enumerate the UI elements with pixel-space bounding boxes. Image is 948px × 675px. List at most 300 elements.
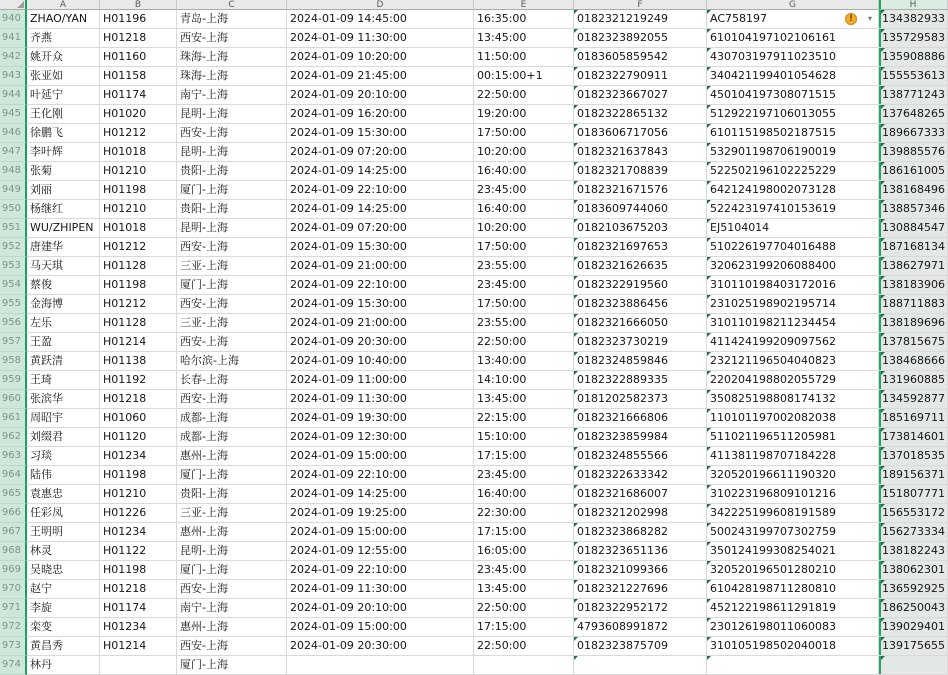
cell-passenger-name[interactable]: 任彩凤 [27,504,100,523]
cell-id-number[interactable]: 610428198711280810 [707,580,879,599]
cell-id-number[interactable]: 231025198902195714 [707,295,879,314]
cell-route[interactable]: 珠海-上海 [177,48,287,67]
cell-passenger-name[interactable]: 林灵 [27,542,100,561]
cell-order-number[interactable]: 0182323875709 [574,637,707,656]
row-number-header[interactable]: 968 [0,542,27,561]
cell-route[interactable]: 南宁-上海 [177,599,287,618]
cell-id-number[interactable]: 512922197106013055 [707,105,879,124]
cell-departure-datetime[interactable]: 2024-01-09 15:00:00 [287,447,474,466]
cell-order-number[interactable]: 0182321686007 [574,485,707,504]
cell-id-number[interactable]: 610115198502187515 [707,124,879,143]
cell-phone-number[interactable]: 173814601 [879,428,948,447]
cell-id-number[interactable]: 310110198211234454 [707,314,879,333]
cell-id-number[interactable]: 310105198502040018 [707,637,879,656]
row-number-header[interactable]: 949 [0,181,27,200]
cell-arrival-time[interactable]: 17:15:00 [474,618,574,637]
cell-passenger-name[interactable]: 刘缀君 [27,428,100,447]
cell-departure-datetime[interactable]: 2024-01-09 19:30:00 [287,409,474,428]
cell-flight-number[interactable]: H01122 [100,542,177,561]
cell-passenger-name[interactable]: 周昭宇 [27,409,100,428]
cell-flight-number[interactable]: H01212 [100,124,177,143]
cell-departure-datetime[interactable]: 2024-01-09 15:30:00 [287,124,474,143]
cell-arrival-time[interactable]: 17:15:00 [474,447,574,466]
cell-route[interactable]: 西安-上海 [177,238,287,257]
cell-route[interactable]: 昆明-上海 [177,219,287,238]
cell-arrival-time[interactable]: 16:05:00 [474,542,574,561]
cell-route[interactable]: 长春-上海 [177,371,287,390]
cell-order-number[interactable]: 4793608991872 [574,618,707,637]
row-number-header[interactable]: 955 [0,295,27,314]
row-number-header[interactable]: 961 [0,409,27,428]
cell-departure-datetime[interactable]: 2024-01-09 07:20:00 [287,143,474,162]
cell-passenger-name[interactable]: WU/ZHIPEN [27,219,100,238]
cell-phone-number[interactable]: 138468666 [879,352,948,371]
cell-departure-datetime[interactable]: 2024-01-09 07:20:00 [287,219,474,238]
cell-id-number[interactable]: 532901198706190019 [707,143,879,162]
cell-phone-number[interactable]: 138182243 [879,542,948,561]
cell-phone-number[interactable]: 137648265 [879,105,948,124]
cell-departure-datetime[interactable]: 2024-01-09 22:10:00 [287,466,474,485]
row-number-header[interactable]: 958 [0,352,27,371]
cell-route[interactable]: 三亚-上海 [177,314,287,333]
cell-order-number[interactable]: 0182323892055 [574,29,707,48]
cell-id-number[interactable]: 230126198011060083 [707,618,879,637]
cell-id-number[interactable]: 310110198403172016 [707,276,879,295]
cell-id-number[interactable]: 110101197002082038 [707,409,879,428]
cell-order-number[interactable]: 0182322633342 [574,466,707,485]
cell-arrival-time[interactable]: 17:15:00 [474,523,574,542]
cell-order-number[interactable]: 0182323651136 [574,542,707,561]
cell-flight-number[interactable]: H01196 [100,10,177,29]
cell-order-number[interactable]: 0182321626635 [574,257,707,276]
cell-flight-number[interactable]: H01158 [100,67,177,86]
cell-departure-datetime[interactable] [287,656,474,675]
cell-flight-number[interactable]: H01210 [100,485,177,504]
cell-phone-number[interactable]: 156273334 [879,523,948,542]
cell-arrival-time[interactable]: 22:50:00 [474,637,574,656]
cell-passenger-name[interactable]: 黄昌秀 [27,637,100,656]
cell-passenger-name[interactable]: 张滨华 [27,390,100,409]
cell-phone-number[interactable]: 138857346 [879,200,948,219]
cell-phone-number[interactable]: 156553172 [879,504,948,523]
cell-departure-datetime[interactable]: 2024-01-09 21:45:00 [287,67,474,86]
cell-departure-datetime[interactable]: 2024-01-09 11:30:00 [287,29,474,48]
cell-route[interactable]: 贵阳-上海 [177,485,287,504]
cell-id-number[interactable]: 342225199608191589 [707,504,879,523]
cell-order-number[interactable]: 0182321099366 [574,561,707,580]
cell-id-number[interactable]: 452122198611291819 [707,599,879,618]
cell-passenger-name[interactable]: 李叶辉 [27,143,100,162]
cell-id-number[interactable]: 642124198002073128 [707,181,879,200]
cell-order-number[interactable]: 0182321666806 [574,409,707,428]
row-number-header[interactable]: 951 [0,219,27,238]
cell-arrival-time[interactable]: 16:40:00 [474,485,574,504]
cell-passenger-name[interactable]: 王盈 [27,333,100,352]
cell-flight-number[interactable]: H01214 [100,333,177,352]
row-number-header[interactable]: 969 [0,561,27,580]
cell-order-number[interactable]: 0182322889335 [574,371,707,390]
cell-arrival-time[interactable]: 16:40:00 [474,162,574,181]
cell-flight-number[interactable]: H01198 [100,181,177,200]
cell-route[interactable]: 惠州-上海 [177,618,287,637]
cell-route[interactable]: 惠州-上海 [177,523,287,542]
cell-arrival-time[interactable]: 23:45:00 [474,466,574,485]
column-header-D[interactable]: D [287,0,474,10]
row-number-header[interactable]: 965 [0,485,27,504]
cell-arrival-time[interactable]: 22:15:00 [474,409,574,428]
row-number-header[interactable]: 942 [0,48,27,67]
cell-id-number[interactable] [707,656,879,675]
cell-flight-number[interactable]: H01234 [100,523,177,542]
cell-flight-number[interactable]: H01060 [100,409,177,428]
cell-departure-datetime[interactable]: 2024-01-09 14:25:00 [287,162,474,181]
row-number-header[interactable]: 966 [0,504,27,523]
cell-arrival-time[interactable]: 23:45:00 [474,276,574,295]
cell-route[interactable]: 惠州-上海 [177,447,287,466]
cell-flight-number[interactable]: H01218 [100,29,177,48]
cell-route[interactable]: 哈尔滨-上海 [177,352,287,371]
row-number-header[interactable]: 959 [0,371,27,390]
cell-phone-number[interactable]: 134382933 [879,10,948,29]
row-number-header[interactable]: 948 [0,162,27,181]
cell-arrival-time[interactable]: 22:50:00 [474,333,574,352]
cell-departure-datetime[interactable]: 2024-01-09 15:30:00 [287,295,474,314]
row-number-header[interactable]: 944 [0,86,27,105]
cell-route[interactable]: 昆明-上海 [177,143,287,162]
row-number-header[interactable]: 941 [0,29,27,48]
cell-route[interactable]: 厦门-上海 [177,656,287,675]
cell-departure-datetime[interactable]: 2024-01-09 11:00:00 [287,371,474,390]
row-number-header[interactable]: 947 [0,143,27,162]
cell-route[interactable]: 西安-上海 [177,295,287,314]
cell-passenger-name[interactable]: 林丹 [27,656,100,675]
cell-phone-number[interactable]: 135908886 [879,48,948,67]
cell-phone-number[interactable]: 189667333 [879,124,948,143]
column-header-H[interactable]: H [879,0,948,10]
cell-order-number[interactable]: 0182322952172 [574,599,707,618]
cell-id-number[interactable]: 510226197704016488 [707,238,879,257]
cell-flight-number[interactable]: H01198 [100,561,177,580]
cell-flight-number[interactable]: H01128 [100,314,177,333]
cell-arrival-time[interactable]: 19:20:00 [474,105,574,124]
cell-phone-number[interactable]: 130884547 [879,219,948,238]
cell-arrival-time[interactable]: 14:10:00 [474,371,574,390]
cell-flight-number[interactable]: H01128 [100,257,177,276]
cell-departure-datetime[interactable]: 2024-01-09 12:55:00 [287,542,474,561]
cell-route[interactable]: 三亚-上海 [177,504,287,523]
cell-order-number[interactable]: 0182322919560 [574,276,707,295]
warning-dropdown-arrow-icon[interactable]: ▾ [867,14,872,23]
cell-order-number[interactable]: 0182321227696 [574,580,707,599]
cell-order-number[interactable]: 0182103675203 [574,219,707,238]
cell-departure-datetime[interactable]: 2024-01-09 15:00:00 [287,523,474,542]
cell-phone-number[interactable]: 137815675 [879,333,948,352]
cell-departure-datetime[interactable]: 2024-01-09 12:30:00 [287,428,474,447]
cell-id-number[interactable]: 411381198707184228 [707,447,879,466]
cell-phone-number[interactable]: 139175655 [879,637,948,656]
cell-id-number[interactable]: 320520196501280210 [707,561,879,580]
cell-passenger-name[interactable]: 左乐 [27,314,100,333]
cell-passenger-name[interactable]: 蔡俊 [27,276,100,295]
cell-flight-number[interactable]: H01192 [100,371,177,390]
row-number-header[interactable]: 973 [0,637,27,656]
cell-arrival-time[interactable]: 10:20:00 [474,219,574,238]
row-number-header[interactable]: 945 [0,105,27,124]
row-number-header[interactable]: 963 [0,447,27,466]
cell-order-number[interactable]: 0182323859984 [574,428,707,447]
cell-phone-number[interactable]: 136592925 [879,580,948,599]
cell-phone-number[interactable]: 155553613 [879,67,948,86]
cell-flight-number[interactable]: H01174 [100,599,177,618]
row-number-header[interactable]: 953 [0,257,27,276]
cell-route[interactable]: 西安-上海 [177,333,287,352]
cell-arrival-time[interactable]: 23:55:00 [474,257,574,276]
cell-flight-number[interactable]: H01174 [100,86,177,105]
cell-arrival-time[interactable]: 15:10:00 [474,428,574,447]
cell-flight-number[interactable]: H01018 [100,143,177,162]
cell-id-number[interactable]: 411424199209097562 [707,333,879,352]
row-number-header[interactable]: 960 [0,390,27,409]
cell-order-number[interactable]: 0182323667027 [574,86,707,105]
cell-order-number[interactable]: 0182321219249 [574,10,707,29]
cell-id-number[interactable]: 320520196611190320 [707,466,879,485]
cell-flight-number[interactable]: H01214 [100,637,177,656]
cell-arrival-time[interactable]: 11:50:00 [474,48,574,67]
cell-order-number[interactable] [574,656,707,675]
cell-id-number[interactable]: EJ5104014 [707,219,879,238]
column-header-C[interactable]: C [177,0,287,10]
cell-flight-number[interactable] [100,656,177,675]
cell-order-number[interactable]: 0182321708839 [574,162,707,181]
cell-departure-datetime[interactable]: 2024-01-09 14:25:00 [287,200,474,219]
cell-passenger-name[interactable]: 赵宁 [27,580,100,599]
row-number-header[interactable]: 971 [0,599,27,618]
column-header-A[interactable]: A [27,0,100,10]
row-number-header[interactable]: 943 [0,67,27,86]
row-number-header[interactable]: 956 [0,314,27,333]
row-number-header[interactable]: 972 [0,618,27,637]
cell-phone-number[interactable]: 137018535 [879,447,948,466]
cell-route[interactable]: 厦门-上海 [177,561,287,580]
cell-id-number[interactable]: 522423197410153619 [707,200,879,219]
cell-passenger-name[interactable]: 吴晓忠 [27,561,100,580]
column-header-E[interactable]: E [474,0,574,10]
cell-passenger-name[interactable]: 王化刚 [27,105,100,124]
cell-phone-number[interactable]: 185169711 [879,409,948,428]
row-number-header[interactable]: 954 [0,276,27,295]
cell-phone-number[interactable]: 138183906 [879,276,948,295]
cell-arrival-time[interactable]: 13:40:00 [474,352,574,371]
cell-route[interactable]: 厦门-上海 [177,276,287,295]
cell-route[interactable]: 西安-上海 [177,124,287,143]
cell-arrival-time[interactable]: 22:50:00 [474,599,574,618]
cell-passenger-name[interactable]: 陆伟 [27,466,100,485]
cell-arrival-time[interactable] [474,656,574,675]
row-number-header[interactable]: 940 [0,10,27,29]
row-number-header[interactable]: 952 [0,238,27,257]
cell-arrival-time[interactable]: 17:50:00 [474,124,574,143]
cell-phone-number[interactable]: 138189696 [879,314,948,333]
cell-departure-datetime[interactable]: 2024-01-09 21:00:00 [287,314,474,333]
cell-order-number[interactable]: 0183609744060 [574,200,707,219]
cell-route[interactable]: 厦门-上海 [177,181,287,200]
cell-departure-datetime[interactable]: 2024-01-09 22:10:00 [287,181,474,200]
cell-flight-number[interactable]: H01210 [100,162,177,181]
cell-route[interactable]: 珠海-上海 [177,67,287,86]
cell-order-number[interactable]: 0182321202998 [574,504,707,523]
cell-phone-number[interactable]: 138168496 [879,181,948,200]
cell-flight-number[interactable]: H01020 [100,105,177,124]
cell-flight-number[interactable]: H01226 [100,504,177,523]
cell-id-number[interactable]: 310223196809101216 [707,485,879,504]
cell-arrival-time[interactable]: 00:15:00+1 [474,67,574,86]
cell-flight-number[interactable]: H01210 [100,200,177,219]
cell-departure-datetime[interactable]: 2024-01-09 10:20:00 [287,48,474,67]
cell-order-number[interactable]: 0182321697653 [574,238,707,257]
cell-order-number[interactable]: 0182323730219 [574,333,707,352]
column-header-G[interactable]: G [707,0,879,10]
cell-arrival-time[interactable]: 23:55:00 [474,314,574,333]
cell-arrival-time[interactable]: 10:20:00 [474,143,574,162]
cell-departure-datetime[interactable]: 2024-01-09 11:30:00 [287,390,474,409]
cell-route[interactable]: 西安-上海 [177,637,287,656]
cell-order-number[interactable]: 0182321666050 [574,314,707,333]
cell-id-number[interactable]: 430703197911023510 [707,48,879,67]
cell-flight-number[interactable]: H01198 [100,276,177,295]
cell-passenger-name[interactable]: 王琦 [27,371,100,390]
cell-flight-number[interactable]: H01218 [100,390,177,409]
cell-arrival-time[interactable]: 17:50:00 [474,238,574,257]
cell-order-number[interactable]: 0182323868282 [574,523,707,542]
cell-order-number[interactable]: 0182322790911 [574,67,707,86]
cell-arrival-time[interactable]: 17:50:00 [474,295,574,314]
cell-id-number[interactable]: 350825198808174132 [707,390,879,409]
cell-flight-number[interactable]: H01138 [100,352,177,371]
cell-passenger-name[interactable]: 叶延宁 [27,86,100,105]
cell-passenger-name[interactable]: 徐鹏飞 [27,124,100,143]
cell-id-number[interactable]: 500243199707302759 [707,523,879,542]
cell-route[interactable]: 昆明-上海 [177,105,287,124]
column-header-F[interactable]: F [574,0,707,10]
cell-departure-datetime[interactable]: 2024-01-09 14:25:00 [287,485,474,504]
cell-order-number[interactable]: 0181202582373 [574,390,707,409]
cell-route[interactable]: 西安-上海 [177,29,287,48]
cell-departure-datetime[interactable]: 2024-01-09 20:10:00 [287,86,474,105]
error-warning-icon[interactable]: ! [845,13,857,25]
cell-id-number[interactable]: 350124199308254021 [707,542,879,561]
cell-departure-datetime[interactable]: 2024-01-09 15:00:00 [287,618,474,637]
cell-departure-datetime[interactable]: 2024-01-09 10:40:00 [287,352,474,371]
cell-flight-number[interactable]: H01212 [100,238,177,257]
row-number-header[interactable]: 946 [0,124,27,143]
cell-route[interactable]: 昆明-上海 [177,542,287,561]
cell-phone-number[interactable] [879,656,948,675]
cell-id-number[interactable]: 320623199206088400 [707,257,879,276]
cell-flight-number[interactable]: H01234 [100,618,177,637]
cell-route[interactable]: 成都-上海 [177,409,287,428]
cell-id-number[interactable]: 220204198802055729 [707,371,879,390]
cell-arrival-time[interactable]: 22:30:00 [474,504,574,523]
cell-arrival-time[interactable]: 13:45:00 [474,390,574,409]
cell-passenger-name[interactable]: 习琰 [27,447,100,466]
cell-order-number[interactable]: 0182321637843 [574,143,707,162]
cell-order-number[interactable]: 0182323886456 [574,295,707,314]
cell-arrival-time[interactable]: 23:45:00 [474,181,574,200]
row-number-header[interactable]: 950 [0,200,27,219]
cell-route[interactable]: 南宁-上海 [177,86,287,105]
cell-order-number[interactable]: 0183605859542 [574,48,707,67]
cell-flight-number[interactable]: H01218 [100,580,177,599]
cell-phone-number[interactable]: 151807771 [879,485,948,504]
cell-departure-datetime[interactable]: 2024-01-09 20:30:00 [287,333,474,352]
cell-phone-number[interactable]: 189156371 [879,466,948,485]
cell-flight-number[interactable]: H01120 [100,428,177,447]
cell-passenger-name[interactable]: ZHAO/YAN [27,10,100,29]
cell-phone-number[interactable]: 138627971 [879,257,948,276]
cell-passenger-name[interactable]: 李旋 [27,599,100,618]
row-number-header[interactable]: 962 [0,428,27,447]
cell-route[interactable]: 三亚-上海 [177,257,287,276]
cell-passenger-name[interactable]: 黄跃清 [27,352,100,371]
cell-route[interactable]: 成都-上海 [177,428,287,447]
cell-arrival-time[interactable]: 22:50:00 [474,86,574,105]
cell-passenger-name[interactable]: 张菊 [27,162,100,181]
cell-arrival-time[interactable]: 23:45:00 [474,561,574,580]
cell-departure-datetime[interactable]: 2024-01-09 14:45:00 [287,10,474,29]
cell-phone-number[interactable]: 138062301 [879,561,948,580]
row-number-header[interactable]: 974 [0,656,27,675]
cell-flight-number[interactable]: H01212 [100,295,177,314]
cell-passenger-name[interactable]: 金海博 [27,295,100,314]
cell-phone-number[interactable]: 138771243 [879,86,948,105]
cell-passenger-name[interactable]: 姚开众 [27,48,100,67]
cell-flight-number[interactable]: H01160 [100,48,177,67]
cell-departure-datetime[interactable]: 2024-01-09 22:10:00 [287,561,474,580]
cell-passenger-name[interactable]: 栾变 [27,618,100,637]
cell-passenger-name[interactable]: 杨继红 [27,200,100,219]
cell-phone-number[interactable]: 186250043 [879,599,948,618]
row-number-header[interactable]: 970 [0,580,27,599]
cell-passenger-name[interactable]: 王明明 [27,523,100,542]
cell-id-number[interactable]: 610104197102106161 [707,29,879,48]
cell-order-number[interactable]: 0182322865132 [574,105,707,124]
cell-passenger-name[interactable]: 刘丽 [27,181,100,200]
cell-departure-datetime[interactable]: 2024-01-09 19:25:00 [287,504,474,523]
cell-phone-number[interactable]: 187168134 [879,238,948,257]
cell-route[interactable]: 西安-上海 [177,580,287,599]
cell-departure-datetime[interactable]: 2024-01-09 22:10:00 [287,276,474,295]
cell-route[interactable]: 贵阳-上海 [177,162,287,181]
cell-route[interactable]: 贵阳-上海 [177,200,287,219]
cell-flight-number[interactable]: H01018 [100,219,177,238]
cell-flight-number[interactable]: H01198 [100,466,177,485]
cell-arrival-time[interactable]: 16:35:00 [474,10,574,29]
cell-passenger-name[interactable]: 袁惠忠 [27,485,100,504]
row-number-header[interactable]: 967 [0,523,27,542]
cell-phone-number[interactable]: 188711883 [879,295,948,314]
cell-phone-number[interactable]: 139885576 [879,143,948,162]
cell-departure-datetime[interactable]: 2024-01-09 21:00:00 [287,257,474,276]
cell-id-number[interactable]: 522502196102225229 [707,162,879,181]
cell-arrival-time[interactable]: 13:45:00 [474,29,574,48]
cell-phone-number[interactable]: 139029401 [879,618,948,637]
cell-phone-number[interactable]: 186161005 [879,162,948,181]
cell-departure-datetime[interactable]: 2024-01-09 16:20:00 [287,105,474,124]
cell-arrival-time[interactable]: 13:45:00 [474,580,574,599]
cell-route[interactable]: 厦门-上海 [177,466,287,485]
cell-id-number[interactable]: 232121196504040823 [707,352,879,371]
cell-departure-datetime[interactable]: 2024-01-09 20:10:00 [287,599,474,618]
